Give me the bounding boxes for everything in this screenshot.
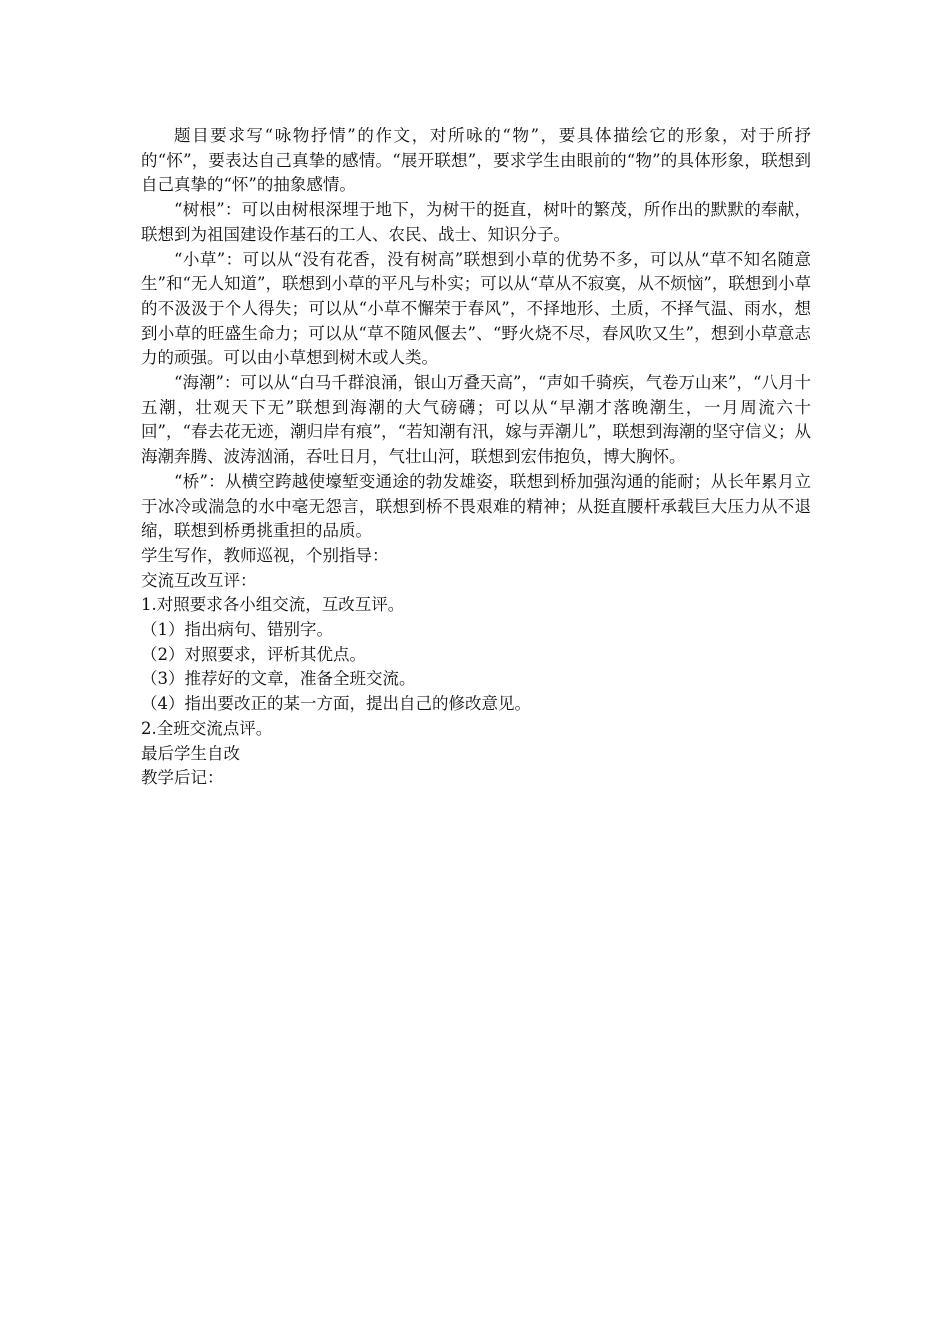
paragraph-bridge: “桥”：从横空跨越使壕堑变通途的勃发雄姿，联想到桥加强沟通的能耐；从长年累月立于冰冷或湍急的水中毫无怨言，联想到桥不畏艰难的精神；从挺直腰杆承载巨大压力从不退缩，联想到桥勇挑重担的品质。 (141, 471, 811, 541)
paragraph-tree-root: “树根”：可以由树根深埋于地下，为树干的挺直，树叶的繁茂，所作出的默默的奉献，联想到为祖国建设作基石的工人、农民、战士、知识分子。 (141, 200, 811, 244)
paragraph-grass: “小草”：可以从“没有花香，没有树高”联想到小草的优势不多，可以从“草不知名随意生”和“无人知道”，联想到小草的平凡与朴实；可以从“草从不寂寞，从不烦恼”，联想到小草的不汲汲于个人得失；可以从“小草不懈荣于春风”，不择地形、土质，不择气温、雨水，想到小草的旺盛生命力；可以从“草不随风偃去”、“野火烧不尽，春风吹又生”，想到小草意志力的顽强。可以由小草想到树木或人类。 (141, 249, 811, 368)
line-substep-3: （3）推荐好的文章，准备全班交流。 (141, 669, 416, 689)
line-self-revision: 最后学生自改 (141, 743, 240, 763)
line-teaching-notes: 教学后记： (141, 768, 224, 788)
line-student-writing: 学生写作，教师巡视，个别指导： (141, 545, 389, 565)
line-substep-1: （1）指出病句、错别字。 (141, 620, 333, 640)
line-substep-2: （2）对照要求，评析其优点。 (141, 644, 366, 664)
document-body (141, 124, 811, 791)
paragraph-tide: “海潮”：可以从“白马千群浪涌，银山万叠天高”，“声如千骑疾，气卷万山来”，“八月十五潮，壮观天下无”联想到海潮的大气磅礴；可以从“早潮才落晚潮生，一月周流六十回”，“春去花无迹，潮归岸有痕”，“若知潮有汛，嫁与弄潮儿”，联想到海潮的坚守信义；从海潮奔腾、波涛汹涌，吞吐日月，气壮山河，联想到宏伟抱负，博大胸怀。 (141, 373, 811, 467)
line-substep-4: （4）指出要改正的某一方面，提出自己的修改意见。 (141, 694, 531, 714)
paragraph-intro: 题目要求写“咏物抒情”的作文，对所咏的“物”，要具体描绘它的形象，对于所抒的“怀”，要表达自己真挚的感情。“展开联想”，要求学生由眼前的“物”的具体形象，联想到自己真挚的“怀”的抽象感情。 (141, 126, 811, 195)
line-peer-review-heading: 交流互改互评： (141, 570, 257, 590)
line-step-1: 1.对照要求各小组交流，互改互评。 (141, 595, 405, 615)
line-step-2: 2.全班交流点评。 (141, 718, 273, 738)
